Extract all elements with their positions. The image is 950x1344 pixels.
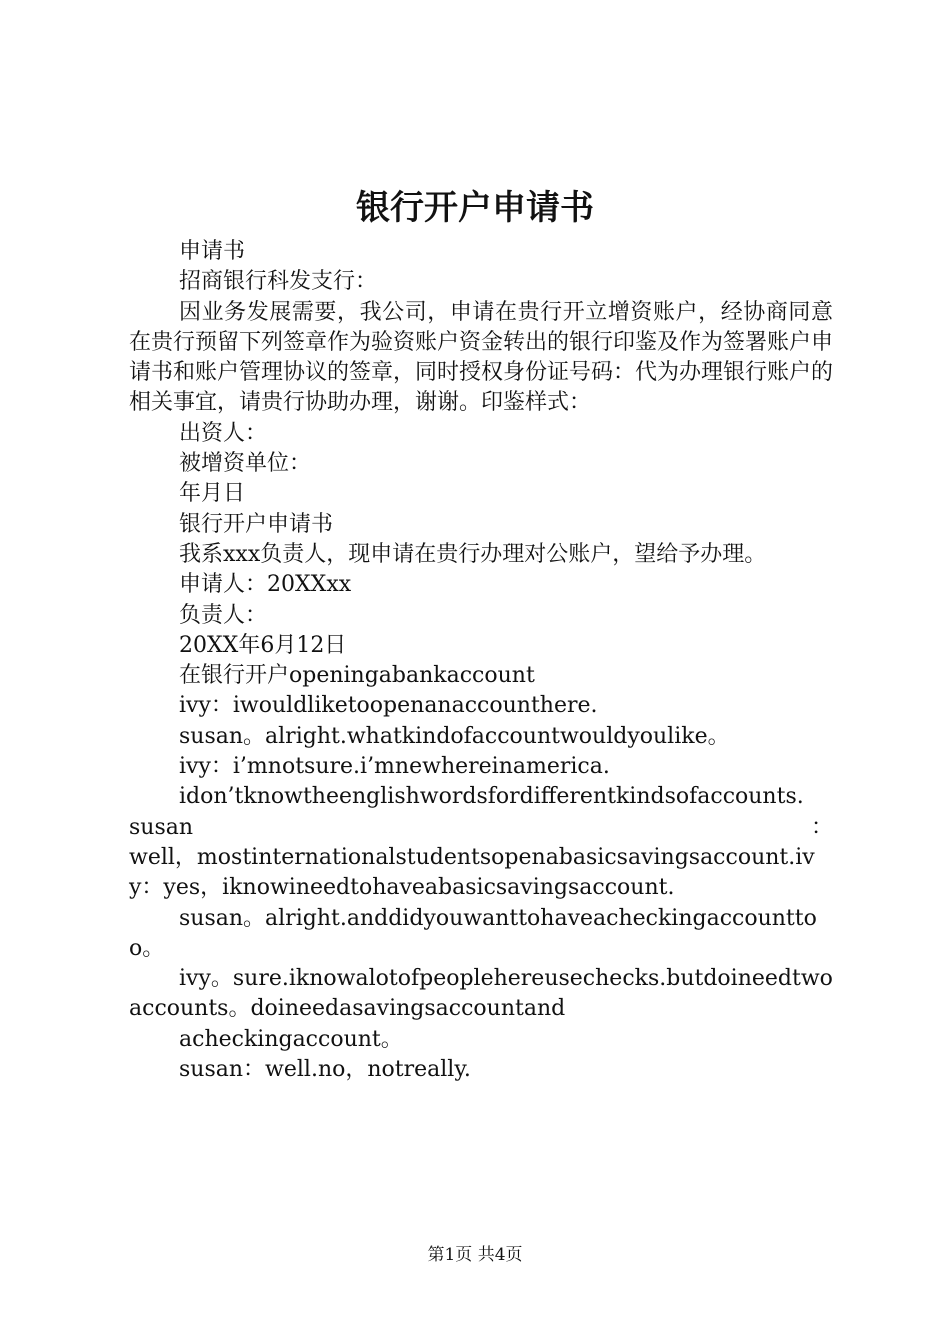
paragraph: 在银行开户openingabankaccount — [179, 663, 535, 689]
speaker-colon: ： — [810, 814, 833, 840]
paragraph: well，mostinternationalstudentsopenabasicsavingsaccount.ivy：yes，iknowineedtohaveabasicsavingsaccount. — [129, 844, 815, 901]
paragraph: ivy：i’mnotsure.i’mnewhereinamerica. — [179, 754, 610, 780]
paragraph: 申请人：20XXxx — [179, 572, 352, 598]
paragraph: ivy。sure.iknowalotofpeopleherеusechecks.butdoineedtwoaccounts。doineedasavingsaccountand — [129, 966, 833, 1022]
paragraph: 被增资单位： — [179, 451, 312, 477]
paragraph: 年月日 — [179, 481, 246, 507]
paragraph: 申请书 — [179, 239, 246, 264]
document-body — [129, 237, 833, 1085]
paragraph: susan：well.no，notreally. — [179, 1057, 471, 1083]
page-footer: 第1页 共4页 — [427, 1245, 523, 1265]
speaker-line — [129, 813, 833, 843]
paragraph: 20XX年6月12日 — [179, 632, 347, 658]
paragraph: 因业务发展需要，我公司，申请在贵行开立增资账户，经协商同意在贵行预留下列签章作为验资账户资金转出的银行印鉴及作为签署账户申请书和账户管理协议的签章，同时授权身份证号码：代为办理银行账户的相关事宜，请贵行协助办理，谢谢。印鉴样式： — [129, 299, 834, 416]
paragraph: susan。alright.whatkindofaccountwouldyoulike。 — [179, 723, 730, 749]
paragraph: 负责人： — [179, 602, 268, 628]
paragraph: 银行开户申请书 — [179, 511, 334, 537]
speaker-name: susan — [129, 814, 194, 840]
paragraph: idon’tknowtheenglishwordsfordifferentkindsofaccounts. — [179, 784, 804, 810]
paragraph: 招商银行科发支行： — [179, 269, 378, 295]
paragraph: 我系xxx负责人，现申请在贵行办理对公账户，望给予办理。 — [179, 541, 767, 567]
paragraph: acheckingaccount。 — [179, 1026, 403, 1052]
paragraph: ivy：iwouldliketoopenanaccounthere. — [179, 693, 598, 719]
paragraph: 出资人： — [179, 420, 268, 446]
document-title: 银行开户申请书 — [356, 188, 594, 228]
paragraph: susan。alright.anddidyouwanttohaveacheckingaccounttoo。 — [129, 905, 817, 961]
